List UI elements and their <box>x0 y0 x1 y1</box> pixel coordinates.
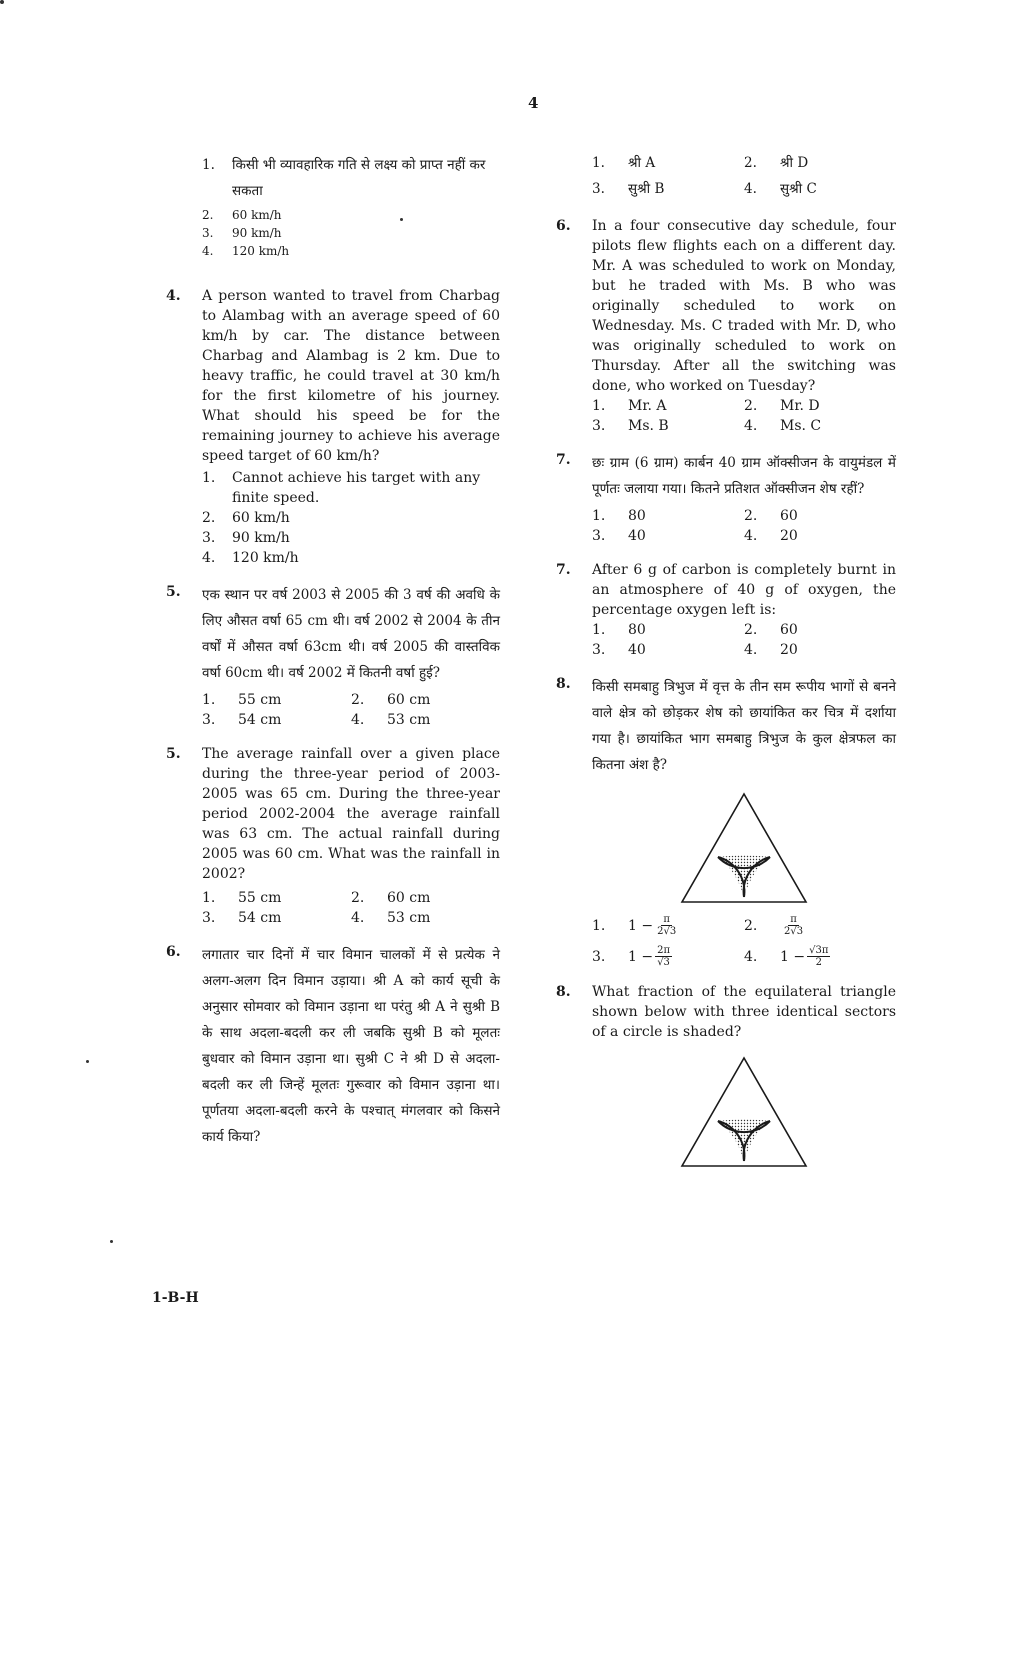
option[interactable] <box>592 640 744 660</box>
question-text: छः ग्राम (6 ग्राम) कार्बन 40 ग्राम ऑक्सीजन के वायुमंडल में पूर्णतः जलाया गया। कितने प्रतिशत ऑक्सीजन शेष रहीं? <box>592 455 896 497</box>
option-text: Mr. D <box>780 398 820 414</box>
option[interactable] <box>202 206 500 224</box>
option[interactable] <box>744 914 896 937</box>
numerator: π <box>790 914 797 925</box>
option[interactable] <box>744 526 896 546</box>
scan-speck <box>400 218 403 221</box>
option-text: Ms. B <box>628 418 669 434</box>
option[interactable] <box>202 710 351 730</box>
option-text: 55 cm <box>238 692 282 708</box>
option[interactable] <box>202 224 500 242</box>
question-8-hindi <box>556 674 896 968</box>
option-text: किसी भी व्यावहारिक गति से लक्ष्य को प्राप्त नहीं कर सकता <box>232 157 486 199</box>
question-number: 5. <box>166 584 181 600</box>
option-number: 1. <box>592 508 606 524</box>
footer-code: 1-B-H <box>152 1290 199 1306</box>
option[interactable] <box>202 528 500 548</box>
question-text: The average rainfall over a given place during the three-year period of 2003-2005 was 65 cm. During the three-year period 2002-2004 the average rainfall was 63 cm. The actual rainfall during 2005 was 60 cm. What was the rainfall in 2002? <box>202 746 500 882</box>
question-7-english <box>556 560 896 660</box>
question-8-english <box>556 982 896 1168</box>
left-column <box>160 150 500 1164</box>
option-number: 4. <box>744 181 757 197</box>
option-number: 2. <box>744 398 758 414</box>
option-number: 2. <box>202 208 214 222</box>
option-number: 4. <box>351 910 365 926</box>
option-number: 1. <box>202 470 216 486</box>
option-number: 1. <box>592 155 605 171</box>
option-text: Mr. A <box>628 398 667 414</box>
question-text: In a four consecutive day schedule, four pilots flew flights each on a different day. Mr. A was scheduled to work on Monday, but he traded with Ms. B who was originally scheduled to work on Wednesday. Ms. C traded with Mr. D, who was originally scheduled to work on Thursday. After all the switching was done, who worked on Tuesday? <box>592 218 896 394</box>
option-text: श्री D <box>780 155 809 171</box>
question-3-tail <box>160 152 500 260</box>
option-text: Cannot achieve his target with any finite speed. <box>232 470 481 506</box>
q3-options <box>202 152 500 204</box>
question-number: 8. <box>556 676 571 692</box>
page-number: 4 <box>528 94 539 112</box>
option-text: 60 cm <box>387 692 431 708</box>
option-number: 4. <box>744 948 758 965</box>
option-number: 2. <box>744 622 758 638</box>
option-text: 53 cm <box>387 712 431 728</box>
option[interactable] <box>202 468 500 508</box>
option-number: 3. <box>592 528 606 544</box>
option-number: 3. <box>202 910 216 926</box>
scan-speck <box>86 1060 89 1063</box>
option-number: 3. <box>202 226 214 240</box>
option[interactable] <box>592 620 744 640</box>
denominator: √3 <box>657 957 670 968</box>
question-number: 4. <box>166 288 181 304</box>
option[interactable] <box>744 620 896 640</box>
option-number: 3. <box>202 530 216 546</box>
option[interactable] <box>351 690 500 710</box>
triangle-sectors-figure <box>680 1056 808 1168</box>
question-text: What fraction of the equilateral triangle shown below with three identical sectors of a circle is shaded? <box>592 984 896 1040</box>
option-prefix: 1 − <box>628 948 654 965</box>
option[interactable] <box>351 888 500 908</box>
option-number: 3. <box>592 181 605 197</box>
option-text: श्री A <box>628 155 656 171</box>
option[interactable] <box>351 908 500 928</box>
option[interactable] <box>202 242 500 260</box>
option-prefix: 1 − <box>780 948 806 965</box>
scan-speck <box>0 0 4 4</box>
option-text: 40 <box>628 642 646 658</box>
option[interactable] <box>592 176 744 202</box>
option-number: 1. <box>202 692 216 708</box>
option-text: 20 <box>780 642 798 658</box>
denominator: 2√3 <box>657 926 677 937</box>
option-number: 2. <box>744 508 758 524</box>
question-6-hindi-options <box>556 150 896 202</box>
question-number: 6. <box>556 218 571 234</box>
option-number: 2. <box>351 890 365 906</box>
option[interactable] <box>592 396 744 416</box>
option-number: 3. <box>592 418 606 434</box>
question-4 <box>160 286 500 568</box>
option-text: 80 <box>628 508 646 524</box>
option[interactable] <box>592 914 744 937</box>
option-number: 2. <box>744 917 758 934</box>
option[interactable] <box>202 548 500 568</box>
question-number: 7. <box>556 452 571 468</box>
option-number: 3. <box>202 712 216 728</box>
option[interactable] <box>592 526 744 546</box>
option-fraction <box>782 914 805 937</box>
option-text: 60 km/h <box>232 208 282 222</box>
option-number: 2. <box>351 692 365 708</box>
question-text: लगातार चार दिनों में चार विमान चालकों में से प्रत्येक ने अलग-अलग दिन विमान उड़ाया। श्री A को कार्य सूची के अनुसार सोमवार को विमान उड़ाना था परंतु श्री A ने सुश्री B के साथ अदला-बदली कर ली जबकि सुश्री B को मूलतः बुधवार को विमान उड़ाना था। सुश्री C ने श्री D से अदला-बदली कर ली जिन्हें मूलतः गुरूवार को विमान उड़ाना था। पूर्णतया अदला-बदली करने के पश्चात् मंगलवार को किसने कार्य किया? <box>202 947 500 1145</box>
numerator: √3π <box>809 945 829 956</box>
question-5-hindi <box>160 582 500 730</box>
option[interactable] <box>351 710 500 730</box>
scan-speck <box>110 1240 113 1243</box>
option-text: 40 <box>628 528 646 544</box>
option[interactable] <box>202 508 500 528</box>
option-text: 20 <box>780 528 798 544</box>
question-6-english <box>556 216 896 436</box>
option-text: 90 km/h <box>232 226 282 240</box>
option-text: Ms. C <box>780 418 822 434</box>
option[interactable] <box>202 908 351 928</box>
option-number: 4. <box>351 712 365 728</box>
numerator: π <box>663 914 670 925</box>
option-number: 1. <box>592 917 606 934</box>
option-text: 80 <box>628 622 646 638</box>
option-text: सुश्री C <box>780 181 817 197</box>
right-column <box>556 150 896 1182</box>
option-fraction <box>807 945 830 968</box>
option-text: 54 cm <box>238 910 282 926</box>
option[interactable] <box>592 506 744 526</box>
option-number: 3. <box>592 642 606 658</box>
question-number: 6. <box>166 944 181 960</box>
option-text: 60 km/h <box>232 510 290 526</box>
option[interactable] <box>744 506 896 526</box>
option[interactable] <box>744 945 896 968</box>
triangle-figure <box>592 1056 896 1168</box>
question-7-hindi <box>556 450 896 546</box>
option[interactable] <box>744 176 896 202</box>
denominator: 2√3 <box>784 926 804 937</box>
option-number: 1. <box>592 622 606 638</box>
question-number: 8. <box>556 984 571 1000</box>
option-number: 1. <box>202 890 216 906</box>
option-text: सुश्री B <box>628 181 665 197</box>
question-text: एक स्थान पर वर्ष 2003 से 2005 की 3 वर्ष की अवधि के लिए औसत वर्षा 65 cm थी। वर्ष 2002 से 2004 के तीन वर्षों में औसत वर्षा 63cm थी। वर्ष 2005 की वास्तविक वर्षा 60cm थी। वर्ष 2002 में कितनी वर्षा हुई? <box>202 587 500 681</box>
option-number: 1. <box>592 398 606 414</box>
option-text: 120 km/h <box>232 550 299 566</box>
option-number: 2. <box>202 510 216 526</box>
option-prefix: 1 − <box>628 917 654 934</box>
option-text: 54 cm <box>238 712 282 728</box>
option[interactable] <box>202 152 500 204</box>
option-text: 60 <box>780 622 798 638</box>
option[interactable] <box>744 150 896 176</box>
option[interactable] <box>744 416 896 436</box>
option-text: 53 cm <box>387 910 431 926</box>
option[interactable] <box>202 888 351 908</box>
option-number: 2. <box>744 155 757 171</box>
triangle-sectors-figure <box>680 792 808 904</box>
option-number: 4. <box>744 642 758 658</box>
numerator: 2π <box>657 945 671 956</box>
option-text: 55 cm <box>238 890 282 906</box>
triangle-figure <box>592 792 896 904</box>
denominator: 2 <box>815 957 822 968</box>
option-fraction <box>655 914 678 937</box>
question-number: 7. <box>556 562 571 578</box>
option-fraction <box>655 945 672 968</box>
question-text: किसी समबाहु त्रिभुज में वृत्त के तीन सम रूपीय भागों से बनने वाले क्षेत्र को छोड़कर शेष को छायांकित कर चित्र में दर्शाया गया है। छायांकित भाग समबाहु त्रिभुज के कुल क्षेत्रफल का कितना अंश है? <box>592 679 896 773</box>
option[interactable] <box>592 150 744 176</box>
option-number: 4. <box>744 418 758 434</box>
option-number: 4. <box>744 528 758 544</box>
option-number: 4. <box>202 244 214 258</box>
option[interactable] <box>592 945 744 968</box>
question-text: After 6 g of carbon is completely burnt in an atmosphere of 40 g of oxygen, the percentage oxygen left is: <box>592 562 896 618</box>
option-text: 120 km/h <box>232 244 290 258</box>
option[interactable] <box>592 416 744 436</box>
question-text: A person wanted to travel from Charbag to Alambag with an average speed of 60 km/h by car. The distance between Charbag and Alambag is 2 km. Due to heavy traffic, he could travel at 30 km/h for the first kilometre of his journey. What should his speed be for the remaining journey to achieve his average speed target of 60 km/h? <box>202 288 500 464</box>
option[interactable] <box>744 640 896 660</box>
option-text: 60 cm <box>387 890 431 906</box>
question-number: 5. <box>166 746 181 762</box>
option-number: 4. <box>202 550 216 566</box>
option[interactable] <box>202 690 351 710</box>
option-number: 1. <box>202 157 215 173</box>
option-text: 60 <box>780 508 798 524</box>
question-6-hindi <box>160 942 500 1150</box>
option-text: 90 km/h <box>232 530 290 546</box>
question-5-english <box>160 744 500 928</box>
option[interactable] <box>744 396 896 416</box>
option-number: 3. <box>592 948 606 965</box>
